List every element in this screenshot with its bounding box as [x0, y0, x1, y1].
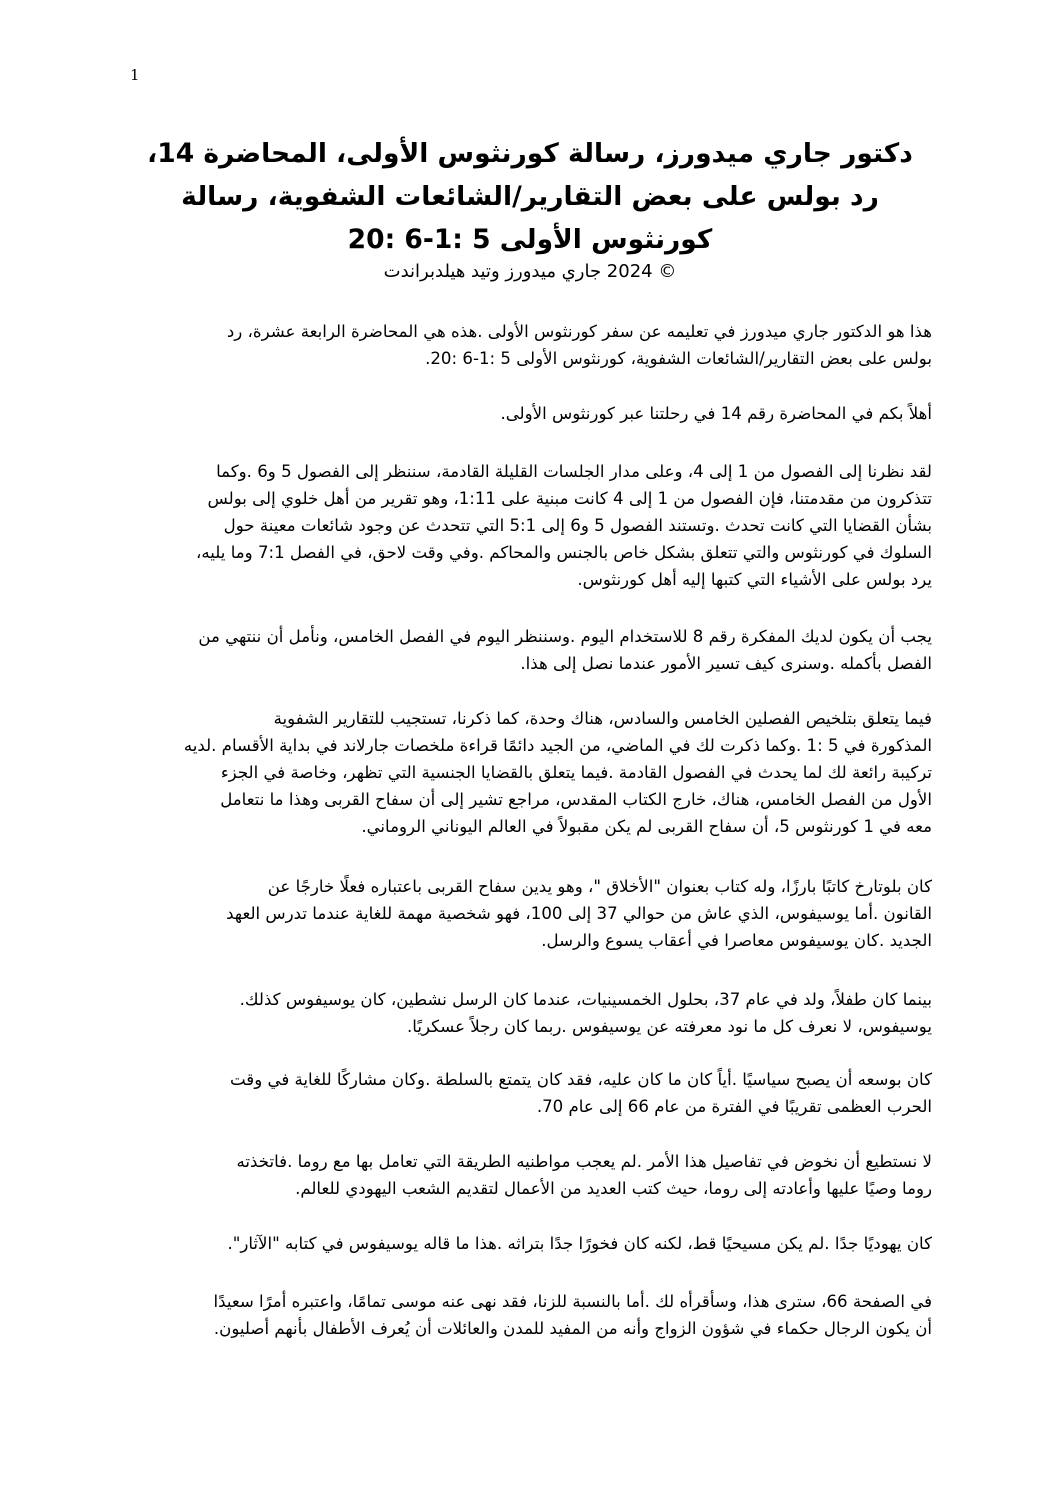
paragraph-line: كان بوسعه أن يصبح سياسيًا .أياً كان ما كان عليه، فقد كان يتمتع بالسلطة .وكان مشاركًا للغاية في وقت [229, 1070, 932, 1089]
paragraph-line: يرد بولس على الأشياء التي كتبها إليه أهل كورنثوس. [577, 570, 932, 589]
paragraph [125, 400, 932, 427]
paragraph-line: تتذكرون من مقدمتنا، فإن الفصول من 1 إلى 4 كانت مبنية على 1:11، وهو تقرير من أهل خلوي إلى بولس [207, 489, 932, 508]
paragraph-line: بشأن القضايا التي كانت تحدث .وتستند الفصول 5 و6 إلى 5:1 التي تتحدث عن وجود شائعات معينة حول [223, 516, 932, 535]
paragraph-line: يوسيفوس، لا نعرف كل ما نود معرفته عن يوسيفوس .ربما كان رجلاً عسكريًا. [407, 1017, 932, 1036]
paragraph [125, 1066, 932, 1120]
document-title-line-1: دكتور جاري ميدورز، رسالة كورنثوس الأولى، المحاضرة 14، [147, 138, 913, 169]
paragraph [125, 1288, 932, 1342]
paragraph-line: يجب أن يكون لديك المفكرة رقم 8 للاستخدام اليوم .وسننظر اليوم في الفصل الخامس، ونأمل أن ننتهي من [198, 627, 932, 646]
paragraph-line: أن يكون الرجال حكماء في شؤون الزواج وأنه من المفيد للمدن والعائلات أن يُعرف الأطفال بأنهم أصليون. [213, 1319, 932, 1338]
paragraph-line: هذا هو الدكتور جاري ميدورز في تعليمه عن سفر كورنثوس الأولى .هذه هي المحاضرة الرابعة عشرة، رد [226, 322, 932, 341]
paragraph-line: الجديد .كان يوسيفوس معاصرا في أعقاب يسوع والرسل. [541, 931, 932, 950]
paragraph-line: بولس على بعض التقارير/الشائعات الشفوية، كورنثوس الأولى 5 :1-6 :20. [425, 349, 932, 368]
paragraph [125, 873, 932, 954]
paragraph [125, 986, 932, 1040]
paragraph [125, 705, 932, 840]
paragraph-line: معه في 1 كورنثوس 5، أن سفاح القربى لم يكن مقبولاً في العالم اليوناني الروماني. [361, 817, 932, 836]
paragraph [125, 623, 932, 677]
document-title-line-2: رد بولس على بعض التقارير/الشائعات الشفوية، رسالة [181, 181, 879, 212]
paragraph-line: القانون .أما يوسيفوس، الذي عاش من حوالي 37 إلى 100، فهو شخصية مهمة للغاية عندما تدرس العهد [226, 904, 932, 923]
paragraph [125, 458, 932, 593]
paragraph [125, 1230, 932, 1257]
paragraph-line: روما وصيًا عليها وأعادته إلى روما، حيث كتب العديد من الأعمال لتقديم الشعب اليهودي للعالم. [295, 1179, 932, 1198]
document-title-line-3: كورنثوس الأولى 5 :1-6 :20 [347, 224, 713, 255]
paragraph-line: المذكورة في 5 :1 .وكما ذكرت لك في الماضي، من الجيد دائمًا قراءة ملخصات جارلاند في بداية الأقسام .لديه [183, 736, 932, 755]
paragraph-line: فيما يتعلق بتلخيص الفصلين الخامس والسادس، هناك وحدة، كما ذكرنا، تستجيب للتقارير الشفوية [273, 709, 932, 728]
paragraph-line: الفصل بأكمله .وسنرى كيف تسير الأمور عندما نصل إلى هذا. [520, 654, 932, 673]
paragraph-line: أهلاً بكم في المحاضرة رقم 14 في رحلتنا عبر كورنثوس الأولى. [500, 404, 932, 423]
title-block [130, 132, 930, 285]
paragraph-line: لقد نظرنا إلى الفصول من 1 إلى 4، وعلى مدار الجلسات القليلة القادمة، سننظر إلى الفصول 5 و6 .وكما [216, 462, 932, 481]
paragraph-line: كان يهوديًا جدًا .لم يكن مسيحيًا قط، لكنه كان فخورًا جدًا بتراثه .هذا ما قاله يوسيفوس في كتابه "الآثار". [227, 1234, 932, 1253]
paragraph [125, 318, 932, 372]
paragraph-line: السلوك في كورنثوس والتي تتعلق بشكل خاص بالجنس والمحاكم .وفي وقت لاحق، في الفصل 7:1 وما يليه، [196, 543, 932, 562]
paragraph-line: تركيبة رائعة لك لما يحدث في الفصول القادمة .فيما يتعلق بالقضايا الجنسية التي تظهر، وخاصة في الجزء [220, 763, 932, 782]
copyright-notice: © 2024 جاري ميدورز وتيد هيلدبراندت [383, 261, 677, 282]
paragraph-line: كان بلوتارخ كاتبًا بارزًا، وله كتاب بعنوان "الأخلاق "، وهو يدين سفاح القربى باعتباره فعلًا خارجًا عن [267, 877, 932, 896]
paragraph-line: في الصفحة 66، سترى هذا، وسأقرأه لك .أما بالنسبة للزنا، فقد نهى عنه موسى تمامًا، واعتبره أمرًا سعيدًا [213, 1292, 932, 1311]
paragraph-line: الحرب العظمى تقريبًا في الفترة من عام 66 إلى عام 70. [536, 1097, 932, 1116]
paragraph-line: لا نستطيع أن نخوض في تفاصيل هذا الأمر .لم يعجب مواطنيه الطريقة التي تعامل بها مع روما .فاتخذته [236, 1152, 932, 1171]
paragraph [125, 1148, 932, 1202]
paragraph-line: الأول من الفصل الخامس، هناك، خارج الكتاب المقدس، مراجع تشير إلى أن سفاح القربى وهذا ما نتعامل [220, 790, 932, 809]
page-number: 1 [130, 66, 140, 84]
paragraph-line: بينما كان طفلاً، ولد في عام 37، بحلول الخمسينيات، عندما كان الرسل نشطين، كان يوسيفوس كذلك. [239, 990, 932, 1009]
